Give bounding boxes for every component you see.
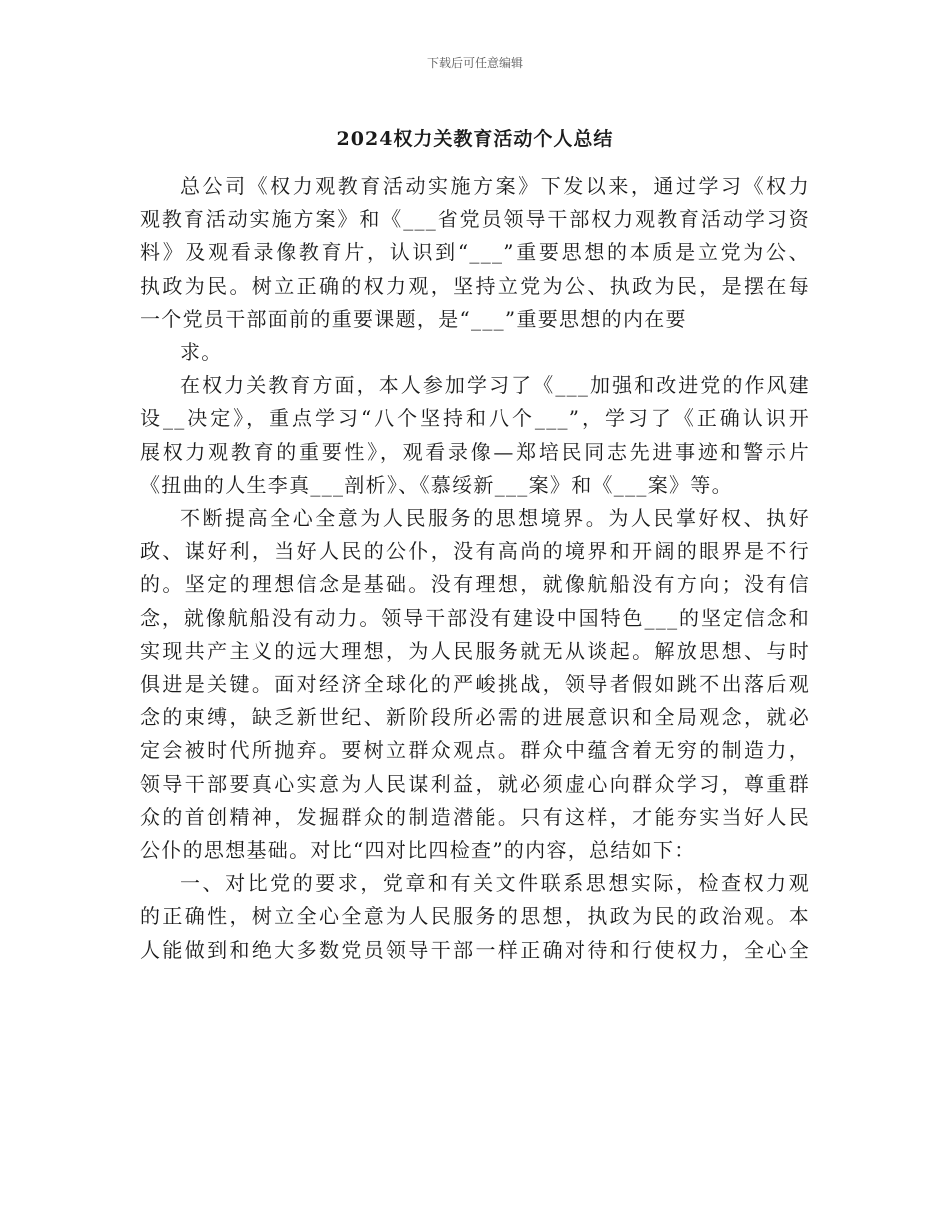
document-title: 2024权力关教育活动个人总结 <box>336 128 614 150</box>
text-line: 政、谋好利，当好人民的公仆，没有高尚的境界和开阔的眼界是不行 <box>140 539 810 564</box>
text-line: 念，就像航船没有动力。领导干部没有建设中国特色___的坚定信念和 <box>140 605 810 630</box>
text-line: 不断提高全心全意为人民服务的思想境界。为人民掌好权、执好 <box>180 506 810 531</box>
text-line: 执政为民。树立正确的权力观，坚持立党为公、执政为民，是摆在每 <box>140 273 810 298</box>
paragraph-intro <box>140 170 810 336</box>
text-line: 俱进是关键。面对经济全球化的严峻挑战，领导者假如跳不出落后观 <box>140 672 810 697</box>
text-line: 实现共产主义的远大理想，为人民服务就无从谈起。解放思想、与时 <box>140 638 810 663</box>
text-line: 定会被时代所抛弃。要树立群众观点。群众中蕴含着无穷的制造力， <box>140 738 810 763</box>
text-line: 公仆的思想基础。对比“四对比四检查”的内容，总结如下： <box>140 838 696 863</box>
text-line: 《扭曲的人生李真___剖析》、《慕绥新___案》和《___案》等。 <box>140 472 733 497</box>
text-line: 念的束缚，缺乏新世纪、新阶段所必需的进展意识和全局观念，就必 <box>140 705 810 730</box>
text-line: 人能做到和绝大多数党员领导干部一样正确对待和行使权力，全心全 <box>140 937 810 962</box>
text-line: 求。 <box>180 340 223 365</box>
text-line: 观教育活动实施方案》和《___省党员领导干部权力观教育活动学习资 <box>140 207 810 232</box>
paragraph-intro-end <box>140 336 810 369</box>
text-line: 展权力观教育的重要性》，观看录像—郑培民同志先进事迹和警示片 <box>140 439 810 464</box>
text-line: 众的首创精神，发掘群众的制造潜能。只有这样，才能夯实当好人民 <box>140 804 810 829</box>
document-body <box>140 170 810 967</box>
text-line: 的。坚定的理想信念是基础。没有理想，就像航船没有方向；没有信 <box>140 572 810 597</box>
paragraph-study <box>140 369 810 502</box>
paragraph-thought <box>140 502 810 867</box>
text-line: 一、对比党的要求，党章和有关文件联系思想实际，检查权力观 <box>180 871 810 896</box>
text-line: 总公司《权力观教育活动实施方案》下发以来，通过学习《权力 <box>180 174 810 198</box>
text-line: 的正确性，树立全心全意为人民服务的思想，执政为民的政治观。本 <box>140 904 810 929</box>
paragraph-section-one <box>140 867 810 967</box>
text-line: 料》及观看录像教育片，认识到“___”重要思想的本质是立党为公、 <box>140 240 810 265</box>
text-line: 设__决定》，重点学习“八个坚持和八个___”，学习了《正确认识开 <box>140 406 810 431</box>
text-line: 一个党员干部面前的重要课题，是“___”重要思想的内在要 <box>140 306 687 331</box>
text-line: 领导干部要真心实意为人民谋利益，就必须虚心向群众学习，尊重群 <box>140 771 810 796</box>
page-header-note: 下载后可任意编辑 <box>426 56 523 70</box>
text-line: 在权力关教育方面，本人参加学习了《___加强和改进党的作风建 <box>180 373 810 398</box>
